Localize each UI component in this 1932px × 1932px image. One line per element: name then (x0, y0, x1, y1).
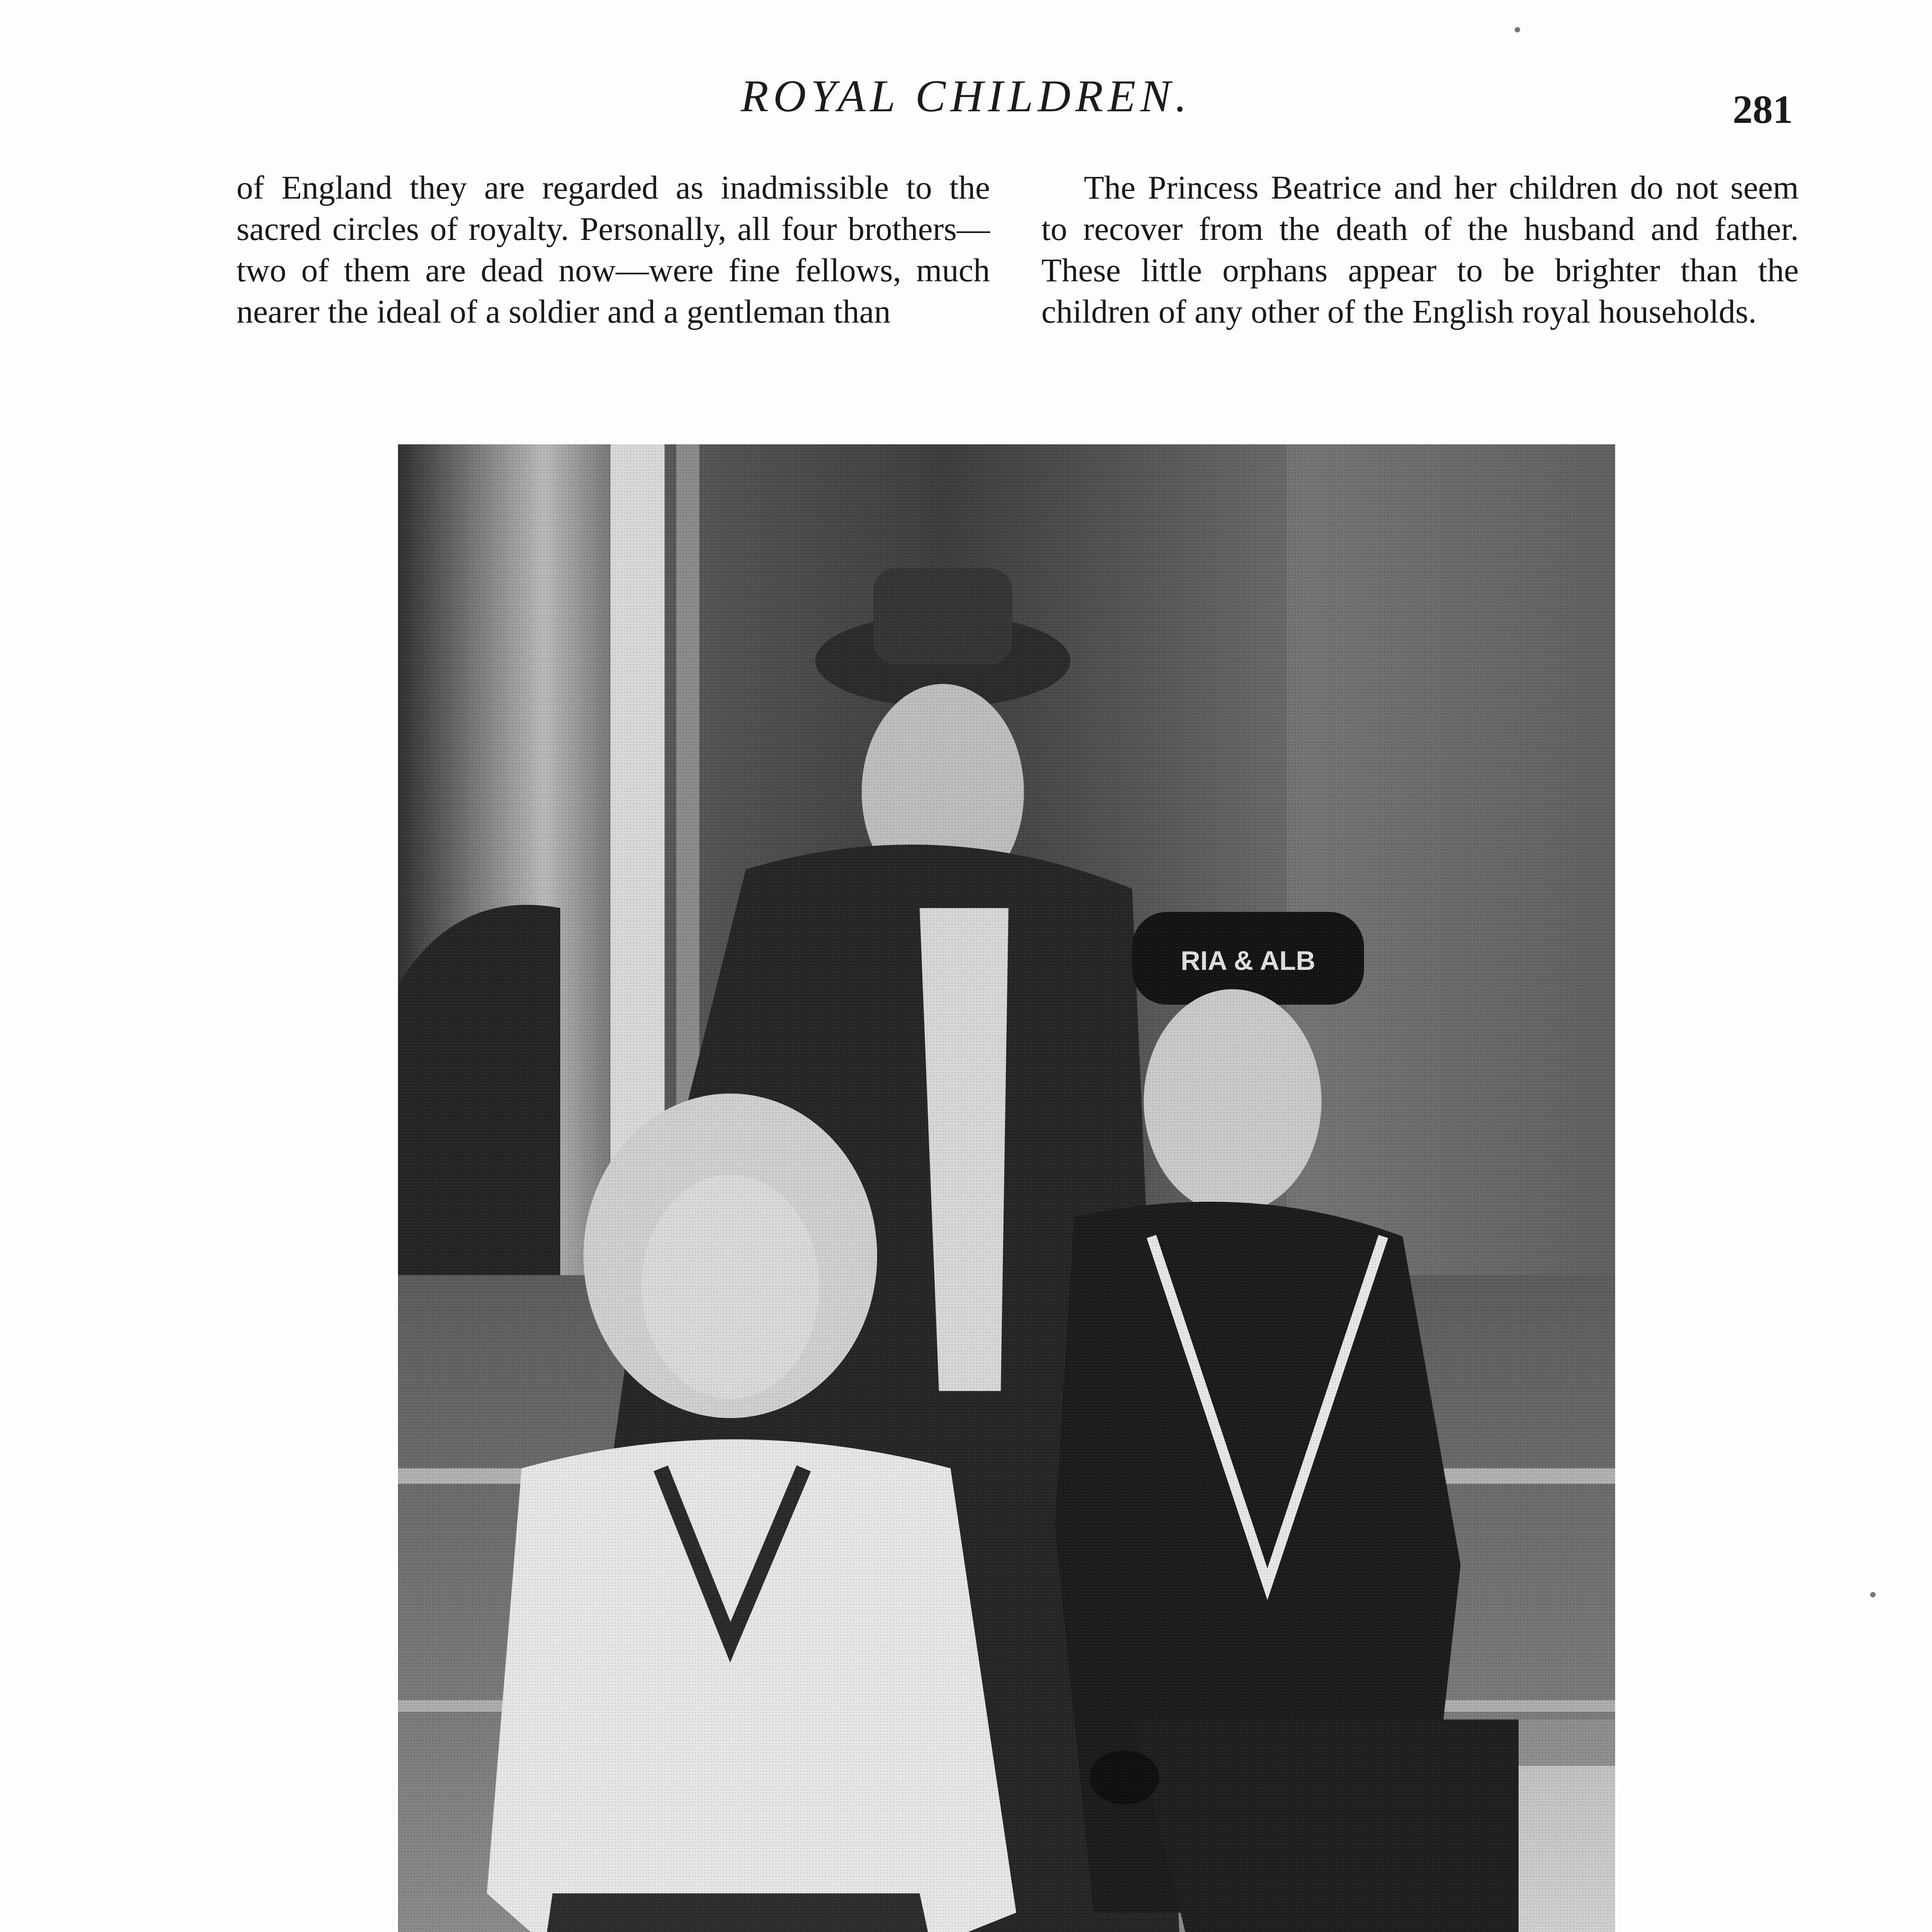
top-left-paragraph: of England they are regarded as inadmissible to the sacred circles of royalty. Personally, all four brothers—two of them are dead now—were fine fellows, much nearer the ideal of a soldier and a gentleman than (236, 169, 990, 330)
photograph-plate (398, 444, 1615, 1932)
running-title: ROYAL CHILDREN. (740, 71, 1192, 121)
top-left-column (236, 167, 990, 332)
top-right-column (1041, 167, 1799, 332)
paper-speck (1515, 27, 1520, 32)
top-right-paragraph: The Princess Beatrice and her children do not seem to recover from the death of the husband and father. These little orphans appear to be brighter than the children of any other of the English royal households. (1041, 169, 1799, 330)
paper-speck (1870, 1592, 1876, 1597)
page-number: 281 (1733, 87, 1793, 132)
halftone-photograph (398, 444, 1615, 1932)
halftone-grain (398, 444, 1615, 1932)
